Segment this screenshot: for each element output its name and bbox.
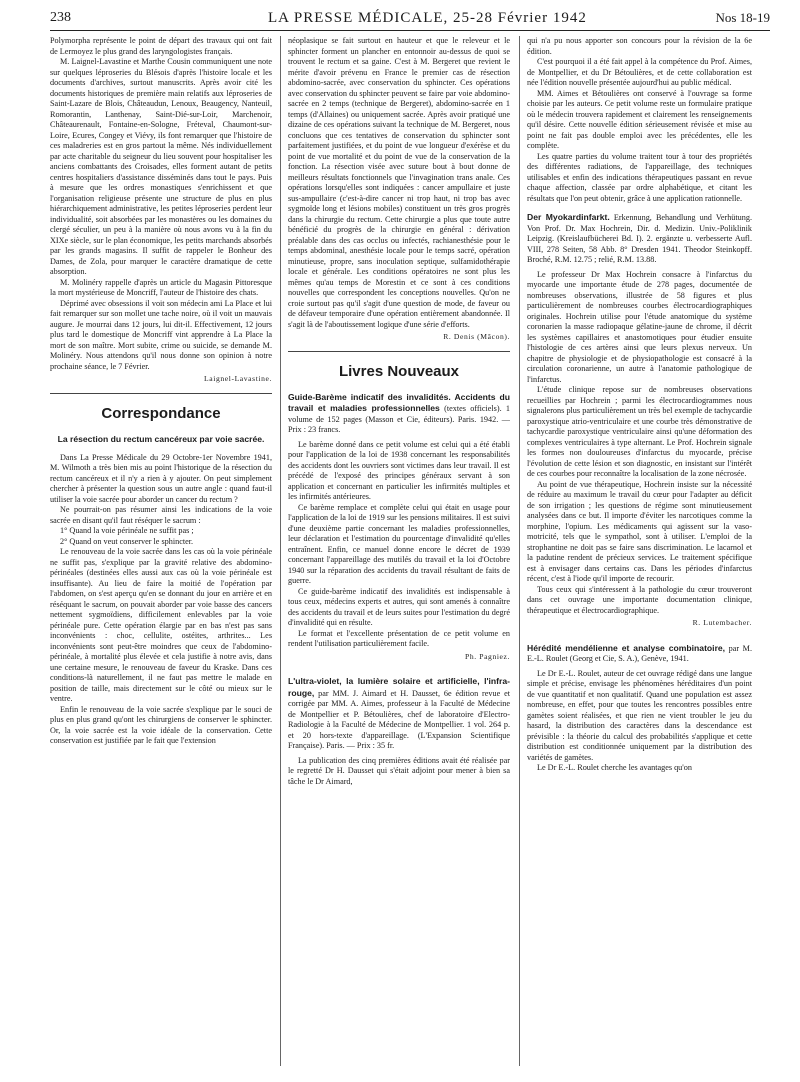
journal-title: LA PRESSE MÉDICALE, 25-28 Février 1942: [268, 10, 587, 26]
review-paragraph: Tous ceux qui s'intéressent à la pathologie du cœur trouveront dans cet ouvrage une importante documentation clinique, thérapeutique et électrocardiographique.: [527, 584, 752, 615]
column-right: [527, 36, 752, 1076]
col2-paragraph: néoplasique se fait surtout en hauteur et que le releveur et le sphincter forment un plancher en entonnoir au-dessus de quoi se trouvent le rectum et sa gaine. C'est à M. Bergeret que revient le mérite d'avoir prévenu en France le premier cas de résection abdomino-sacrée, avec conservation du sphincter. Ces opérations avec conservation du sphincter peuvent se faire par voie abdomino-sacrée en 2 temps (technique de Bergeret), abdomino-sacrée en 1 temps (d'Allaines) ou uniquement sacrée. Après avoir pratiqué une dizaine de ces opérations suivant la technique de M. Bergeret, nous concluons que ces tentatives de conservation du sphincter sont parfaitement justifiées, et du point de vue longueur d'exérèse et du point de vue mortalité et du point de vue de la conservation de la fonction. La résection visée avec suture bout à bout donne de meilleurs résultats fonctionnels que l'invagination trans anale. Ces opérations lorsqu'elles sont indiquées : cancer ampullaire et juste sus-ampullaire (c'est-à-dire cancer ni trop haut, ni trop bas avec sygmoïde long et lésions mobiles) constituent un très gros progrès dans la chirurgie du rectum. Cette chirurgie a plus que toute autre bénéficié du progrès de la chirurgie en général : dérivation préalable dans des cas occlus ou infectés, rachianesthésie pour le temps abdominal, anesthésie locale pour le temps sacré, opération minutieuse, propre, sans inoculation septique, sulfamidothérapie locale et générale. Les conditions opératoires ne sont plus les mêmes qu'au temps de Morestin et ce sont à ces conditions nouvelles que correspondent les conceptions nouvelles. Qu'on ne croie surtout pas qu'il s'agit d'une question de mode, de faveur ou de défaveur temporaire d'une opération entièrement abandonnée. Il s'agit là de l'aboutissement logique d'une série d'efforts.: [288, 36, 510, 329]
col1-paragraph: Enfin le renouveau de la voie sacrée s'explique par le souci de plus en plus grand qu'ont les chirurgiens de conserver le sphincter. Or, la voie sacrée est la voie idéale de la conservation. Cette conservation est justifiée par le fait que l'extension: [50, 704, 272, 745]
book-entry: [288, 392, 510, 436]
col1-paragraph: Polymorpha représente le point de départ des travaux qui ont fait de Lermoyez le plus grand des laryngologistes français.: [50, 36, 272, 56]
column-divider-right: [519, 36, 520, 1066]
book-title: Guide-Barème indicatif des invalidités. Accidents du travail et maladies professionnelles: [288, 391, 510, 413]
col1-paragraph: Dans La Presse Médicale du 29 Octobre-1er Novembre 1941, M. Wilmoth a très bien mis au point l'historique de la résection du rectum cancéreux et il n'y a rien à y ajouter. On peut simplement chercher à présenter la question sous un autre angle : quand faut-il utiliser la voie sacrée pour aborder un cancer du rectum ?: [50, 452, 272, 504]
signature: R. Denis (Mâcon).: [443, 332, 510, 341]
col1-paragraph: 1° Quand la voie périnéale ne suffit pas ;: [60, 526, 194, 535]
col3-paragraph: MM. Aimes et Bétoulières ont conservé à l'ouvrage sa forme choisie par les auteurs. Ce petit volume reste un formulaire pratique où le médecin trouvera rapidement et clairement les renseignements qu'il désire. Cette nouvelle édition sérieusement révisée et mise au point ne fait pas double emploi avec les précédentes, elle les complète.: [527, 88, 752, 150]
signature: Laignel-Lavastine.: [204, 374, 272, 383]
page-header: [50, 8, 770, 31]
review-paragraph: Le professeur Dr Max Hochrein consacre à l'infarctus du myocarde une importante étude de 278 pages, documentée de nombreuses observations, illustrée de 58 figures et plus particulièrement de nombreuses courbes électrocardiographiques originales. Hochrein utilise pour l'étude anatomique du système coronarien la masse radiopaque gélatine-jaune de chrome, il décrit les systèmes capillaires et anastomotiques pour étudier ensuite l'histologie de ces artères ainsi que leurs plexus nerveux. Un chapitre de physiologie et de physiopathologie est consacré à la circulation coronarienne, un autre à l'anatomie pathologique de l'infarctus.: [527, 269, 752, 384]
signature: Ph. Pagniez.: [465, 651, 510, 661]
review-paragraph: Le Dr E.-L. Roulet cherche les avantages qu'on: [537, 763, 692, 772]
col3-paragraph: C'est pourquoi il a été fait appel à la compétence du Prof. Aimes, de Montpellier, et du Dr Bétoulières, et de cette collaboration est née l'édition nouvelle présentée aujourd'hui au public médical.: [527, 57, 752, 87]
col1-paragraph: M. Molinéry rappelle d'après un article du Magasin Pittoresque la mort mystérieuse de Moncriff, l'auteur de l'histoire des chats.: [50, 277, 272, 297]
column-left: [50, 36, 272, 1076]
col3-paragraph: Les quatre parties du volume traitent tour à tour des propriétés des différentes radiations, de l'appareillage, des techniques utilisables et enfin des indications thérapeutiques passant en revue chaque affection, classée par ordre alphabétique, et citant les résultats que l'on peut obtenir, grâce à une application rationnelle.: [527, 151, 752, 203]
col3-paragraph: qui n'a pu nous apporter son concours pour la révision de la 6e édition.: [527, 36, 752, 56]
book-reference: par M. E.-L. Roulet (Georg et Cie, S. A.), Genève, 1941.: [527, 643, 752, 663]
section-divider: [50, 393, 272, 394]
review-paragraph: Au point de vue thérapeutique, Hochrein insiste sur la nécessité de réduire au maximum le travail du cœur pour l'adapter au déficit de son irrigation ; les questions de régime sont minutieusement analysées dans ce but. Il importe d'éviter les narcotiques comme la morphine, l'opium. Les médicaments qui agissent sur la vaso-motricité, tels que le sympathol, sont à utiliser. L'emploi de la strophantine ne doit pas se faire sans discrimination. Le lacarnol et la padutine rendent de précieux services. Le traitement spécifique est à envisager dans certains cas. Dans les périodes d'infarctus récent, c'est à l'iode qu'il importe de recourir.: [527, 479, 752, 583]
signature: R. Lutembacher.: [692, 618, 752, 627]
col1-paragraph: 2° Quand on veut conserver le sphincter.: [60, 536, 194, 546]
col1-paragraph: Déprimé avec obsessions il voit son médecin ami La Place et lui fait remarquer sur son mollet une tache noire, où il voit un mauvais augure. Je mourrai dans 12 jours, lui dit-il. Effectivement, 12 jours plus tard le domestique de Moncriff vint apprendre à La Place la mort de son maître. Mort subite, crime ou suicide, se demande M. Molinéry. Nous attendons qu'il nous donne son opinion à notre prochaine séance, le 7 Février.: [50, 298, 272, 371]
book-entry: [527, 643, 752, 665]
section-title-livres-nouveaux: Livres Nouveaux: [338, 362, 460, 380]
book-entry: [288, 676, 510, 752]
review-paragraph: La publication des cinq premières éditions avait été réalisée par le regretté Dr H. Dausset qui s'était adjoint pour mener à bien sa tâche le Dr Aimard,: [288, 755, 510, 786]
column-middle: [288, 36, 510, 1076]
section-title-correspondance: Correspondance: [101, 404, 221, 422]
book-reference: Erkennung, Behandlung und Verhütung. Von Prof. Dr. Max Hochrein, Dir. d. Medizin. Univ.-Poliklinik Leipzig. (Kreislaufbücherei Bd. I). 2. ergänzte u. verbesserte Aufl. VIII, 278 Seiten, 58 Abb. 8° Dresden 1941. Theodor Steinkopff. Broché, R.M. 12.75 ; relié, R.M. 13.88.: [527, 213, 752, 264]
review-paragraph: Le barème donné dans ce petit volume est celui qui a été établi pour l'application de la loi de 1938 concernant les responsabilités des accidents dont les ouvriers sont victimes dans leur travail. Il est précédé de l'exposé des principes généraux servant à son application et concernant en particulier les infirmités multiples et les infirmités antérieures.: [288, 439, 510, 501]
book-title: Der Myokardinfarkt.: [527, 212, 610, 222]
review-paragraph: Le Dr E.-L. Roulet, auteur de cet ouvrage rédigé dans une langue simple et précise, envisage les phénomènes héréditaires d'un point de vue quantitatif et non qualitatif. Quand une population est assez nombreuse, en effet, pour que toutes les rencontres possibles entre gamètes soient réalisées, et que rien ne vient troubler le jeu du hasard, la distribution des caractères dans la descendance est prévisible : la théorie du calcul des probabilités s'applique et cette distribution est conditionnée uniquement par la distribution des variétés de gamètes.: [527, 668, 752, 762]
book-reference: (textes officiels). 1 volume de 152 pages (Masson et Cie, éditeurs). Paris. 1942. — Prix : 23 francs.: [288, 404, 510, 434]
book-title: L'ultra-violet, la lumière solaire et artificielle, l'infra-rouge,: [288, 676, 510, 698]
book-title: Hérédité mendélienne et analyse combinatoire,: [527, 642, 726, 653]
book-entry: [527, 212, 752, 266]
review-paragraph: Ce guide-barème indicatif des invalidités est indispensable à tous ceux, médecins experts et autres, qui sont amenés à connaître des accidents du travail et de leurs suites pour l'estimation du degré d'invalidité qui en résulte.: [288, 586, 510, 627]
review-paragraph: Le format et l'excellente présentation de ce petit volume en rendent l'utilisation particulièrement facile.: [288, 628, 510, 648]
article-subtitle: La résection du rectum cancéreux par voie sacrée.: [57, 433, 265, 444]
column-divider-left: [280, 36, 281, 1066]
review-paragraph: L'étude clinique repose sur de nombreuses observations recueillies par Hochrein ; parmi les électrocardiogrammes nous signalerons plus particulièrement un très bel exemple de tachycardie paroxystique atrio-ventriculaire et une courbe très démonstrative de tachycardie paroxystique ventriculaire ainsi qu'une déformation des complexes ventriculaires à type alternant. Le Prof. Hochrein signale les formes non douloureuses d'infarctus du myocarde, précise l'évolution de cette lésion et son diagnostic, en insistant sur l'intérêt de ces courbes pour reconnaître la localisation de la zone nécrosée.: [527, 385, 752, 478]
review-paragraph: Ce barème remplace et complète celui qui était en usage pour l'application de la loi de 1919 sur les pensions militaires. Il est suivi d'une deuxième partie concernant les maladies professionnelles, leur déclaration et l'estimation du pourcentage d'invalidité qu'elles entraînent. Enfin, ce manuel donne encore le décret de 1939 concernant l'appareillage des mutilés du travail et la loi d'Octobre 1940 sur la réparation des accidents du travail résultant de faits de guerre.: [288, 502, 510, 585]
col1-paragraph: Le renouveau de la voie sacrée dans les cas où la voie périnéale ne suffit pas, s'explique par la gravité relative des abdomino-périnéales (destinées elles aussi aux cas où la voie périnéale est insuffisante). Au lieu de faire la moitié de l'opération par l'abdomen, on s'est aperçu qu'en se donnant du jour en arrière et en réséquant le sacrum, on pouvait aborder par voie basse des cancers nettement sygmoïdiens, difficilement enlevables par la voie périnéale pure. Cette opération élargie par en bas n'est pas sans inconvénients : choc, cellulite, ostéites, arthrites... Les inconvénients sont peut-être moindres que ceux de l'abdomino-périnéale, à mortalité plus élevée et cela justifie à notre avis, dans une certaine mesure, le renouveau de faveur du Kraske. Dans ces conditions-là naturellement, il ne faut pas mettre le malade en position de taille, mais directement sur le côté ou mieux sur le ventre.: [50, 547, 272, 703]
col1-paragraph: Ne pourrait-on pas résumer ainsi les indications de la voie sacrée en disant qu'il faut réséquer le sacrum :: [50, 505, 272, 525]
page-number: 238: [50, 10, 71, 25]
issue-number: Nos 18-19: [715, 10, 770, 25]
col1-paragraph: M. Laignel-Lavastine et Marthe Cousin communiquent une note sur quelques léproseries du Blésois d'après l'histoire locale et les documents d'archives, surtout manuscrits. Après avoir cité les documents historiques de première main relatifs aux léproseries de Saint-Lazare de Blois, Châteaudun, Lenoux, Beaugency, Nanteuil, Romorantin, Lanthenay, Saint-Dié-sur-Loir, Marchenoir, Châteaurenault, Fontaine-en-Sologne, Fréteval, Chaumont-sur-Loire, Ecures, Congey et Viévy, ils font remarquer que l'histoire de ces maladreries est en gros partout la même. Nés individuellement par acte charitable du seigneur du lieu souvent pour hospitaliser les anciens combattants des Croisades, elles forment autant de petits centres hospitaliers d'assistance disséminés dans tout le pays. Puis à mesure que les ordres monastiques s'enrichissent et que l'organisation religieuse présente une structure de plus en plus hiérarchiquement administrative, les petites léproseries perdent leur individualité, soit absorbées par les monastères ou les domaines du clergé séculier, un peu à la manière où nous avons vu à la fin du XIXe siècle, sur le plan économique, les petits marchands absorbés par les grands magasins. Il suffit de rappeler le Bonheur des Dames, de Zola, pour marquer le caractère dramatique de cette absorption.: [50, 57, 272, 276]
book-reference: par MM. J. Aimard et H. Dausset, 6e édition revue et corrigée par MM. A. Aimes, professeur à la Faculté de Médecine de Montpellier et P. Bétoulières, chef de laboratoire d'Electro-Radiologie à la Faculté de Médecine de Montpellier. 1 vol. 264 p. et 20 hors-texte d'appareillage. (L'Expansion Scientifique Française). Paris. — Prix : 35 fr.: [288, 688, 510, 750]
section-divider: [288, 351, 510, 352]
